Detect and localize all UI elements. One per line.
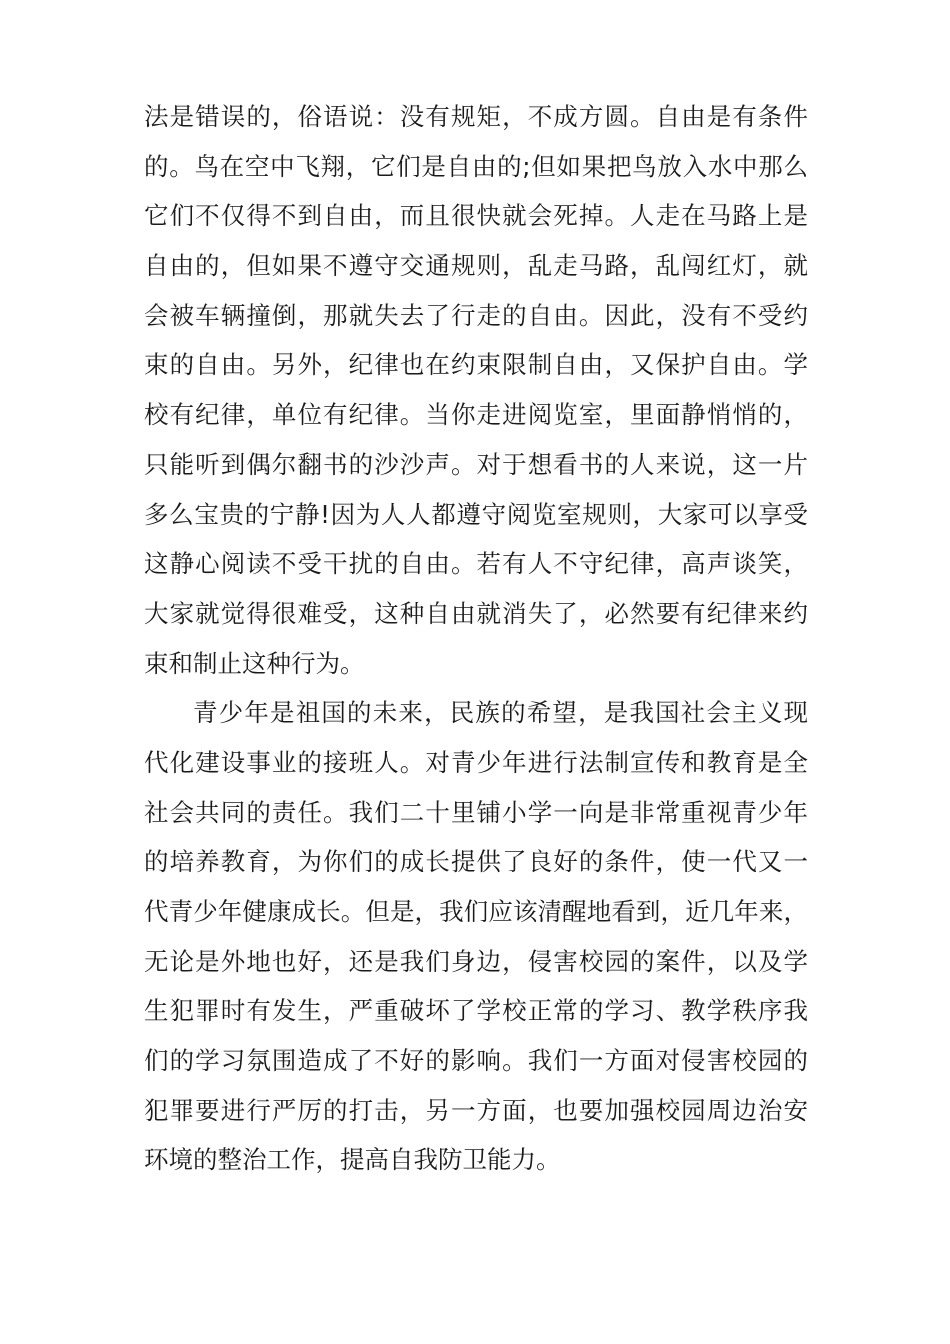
text-line: 法是错误的，俗语说：没有规矩，不成方圆。自由是有条件: [144, 102, 808, 131]
body-text: [144, 92, 808, 1185]
text-line: 校有纪律，单位有纪律。当你走进阅览室，里面静悄悄的，: [144, 400, 808, 430]
text-line: 只能听到偶尔翻书的沙沙声。对于想看书的人来说，这一片: [144, 449, 808, 479]
text-line: 的。鸟在空中飞翔，它们是自由的;但如果把鸟放入水中那么: [144, 151, 808, 181]
text-line: 自由的，但如果不遵守交通规则，乱走马路，乱闯红灯，就: [144, 251, 808, 281]
text-line: 会被车辆撞倒，那就失去了行走的自由。因此，没有不受约: [144, 300, 808, 330]
text-line: 生犯罪时有发生，严重破坏了学校正常的学习、教学秩序我: [144, 996, 808, 1026]
text-line: 束和制止这种行为。: [144, 648, 365, 678]
text-line: 这静心阅读不受干扰的自由。若有人不守纪律，高声谈笑，: [144, 549, 808, 579]
text-line: 束的自由。另外，纪律也在约束限制自由，又保护自由。学: [144, 350, 808, 380]
text-line: 的培养教育，为你们的成长提供了良好的条件，使一代又一: [144, 847, 808, 877]
text-line: 多么宝贵的宁静!因为人人都遵守阅览室规则，大家可以享受: [144, 499, 808, 529]
text-line: 无论是外地也好，还是我们身边，侵害校园的案件，以及学: [144, 946, 808, 976]
text-line: 代青少年健康成长。但是，我们应该清醒地看到，近几年来，: [144, 897, 808, 926]
paragraph-2: [144, 688, 808, 1185]
text-line: 犯罪要进行严厉的打击，另一方面，也要加强校园周边治安: [144, 1095, 808, 1125]
text-line: 它们不仅得不到自由，而且很快就会死掉。人走在马路上是: [144, 201, 808, 231]
text-line: 青少年是祖国的未来，民族的希望，是我国社会主义现: [193, 698, 808, 728]
paragraph-1: [144, 92, 808, 688]
text-line: 社会共同的责任。我们二十里铺小学一向是非常重视青少年: [144, 797, 808, 827]
text-line: 们的学习氛围造成了不好的影响。我们一方面对侵害校园的: [144, 1046, 808, 1076]
text-line: 环境的整治工作，提高自我防卫能力。: [144, 1145, 561, 1175]
text-line: 大家就觉得很难受，这种自由就消失了，必然要有纪律来约: [144, 598, 808, 628]
text-line: 代化建设事业的接班人。对青少年进行法制宣传和教育是全: [144, 747, 808, 777]
